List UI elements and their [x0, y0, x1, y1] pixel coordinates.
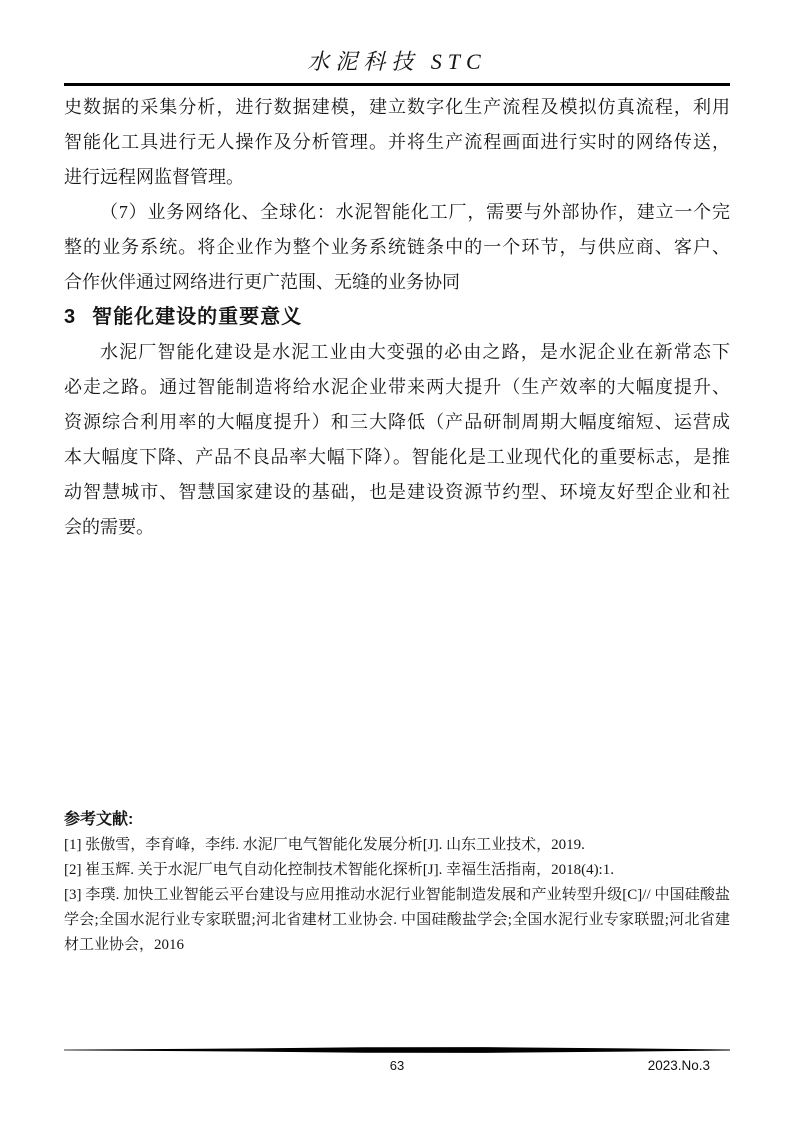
body-line: 史数据的采集分析，进行数据建模，建立数字化生产流程及模拟仿真流程，利用 [64, 97, 730, 117]
references-heading: 参考文献: [64, 811, 134, 828]
reference-item: [3] 李璞. 加快工业智能云平台建设与应用推动水泥行业智能制造发展和产业转型升级[C]// 中国硅酸盐学会;全国水泥行业专家联盟;河北省建材工业协会. 中国硅酸盐学会;全国水泥行业专家联盟;河北省建材工业协会，2016 [64, 887, 730, 953]
body-line: 动智慧城市、智慧国家建设的基础，也是建设资源节约型、环境友好型企业和社 [64, 482, 730, 502]
page-footer [64, 1046, 730, 1076]
body-line: 整的业务系统。将企业作为整个业务系统链条中的一个环节，与供应商、客户、 [64, 237, 730, 257]
body-line: 智能化工具进行无人操作及分析管理。并将生产流程画面进行实时的网络传送， [64, 132, 730, 152]
section-title: 智能化建设的重要意义 [92, 306, 303, 328]
section-number: 3 [64, 306, 77, 328]
body-text [64, 90, 730, 545]
page-content [64, 0, 730, 958]
reference-item: [2] 崔玉辉. 关于水泥厂电气自动化控制技术智能化探析[J]. 幸福生活指南，2018(4):1. [64, 862, 614, 878]
body-line: 会的需要。 [64, 517, 154, 537]
footer-rule [64, 1046, 730, 1054]
body-line: 本大幅度下降、产品不良品率大幅下降）。智能化是工业现代化的重要标志，是推 [64, 447, 730, 467]
issue-label: 2023.No.3 [647, 1058, 710, 1073]
references-section [64, 807, 730, 958]
section-heading [64, 300, 730, 335]
body-line: 资源综合利用率的大幅度提升）和三大降低（产品研制周期大幅度缩短、运营成 [64, 412, 730, 432]
body-line: 水泥厂智能化建设是水泥工业由大变强的必由之路，是水泥企业在新常态下 [100, 342, 730, 362]
footer-row [64, 1054, 730, 1076]
body-line: （7）业务网络化、全球化：水泥智能化工厂，需要与外部协作，建立一个完 [100, 202, 730, 222]
body-line: 合作伙伴通过网络进行更广范围、无缝的业务协同 [64, 272, 460, 292]
body-line: 必走之路。通过智能制造将给水泥企业带来两大提升（生产效率的大幅度提升、 [64, 377, 730, 397]
header-rule [64, 83, 730, 86]
reference-item: [1] 张傲雪，李育峰，李纬. 水泥厂电气智能化发展分析[J]. 山东工业技术，2019. [64, 837, 585, 853]
journal-title: 水泥科技 STC [307, 49, 487, 74]
body-line: 进行远程网监督管理。 [64, 167, 244, 187]
page-number: 63 [389, 1058, 405, 1073]
